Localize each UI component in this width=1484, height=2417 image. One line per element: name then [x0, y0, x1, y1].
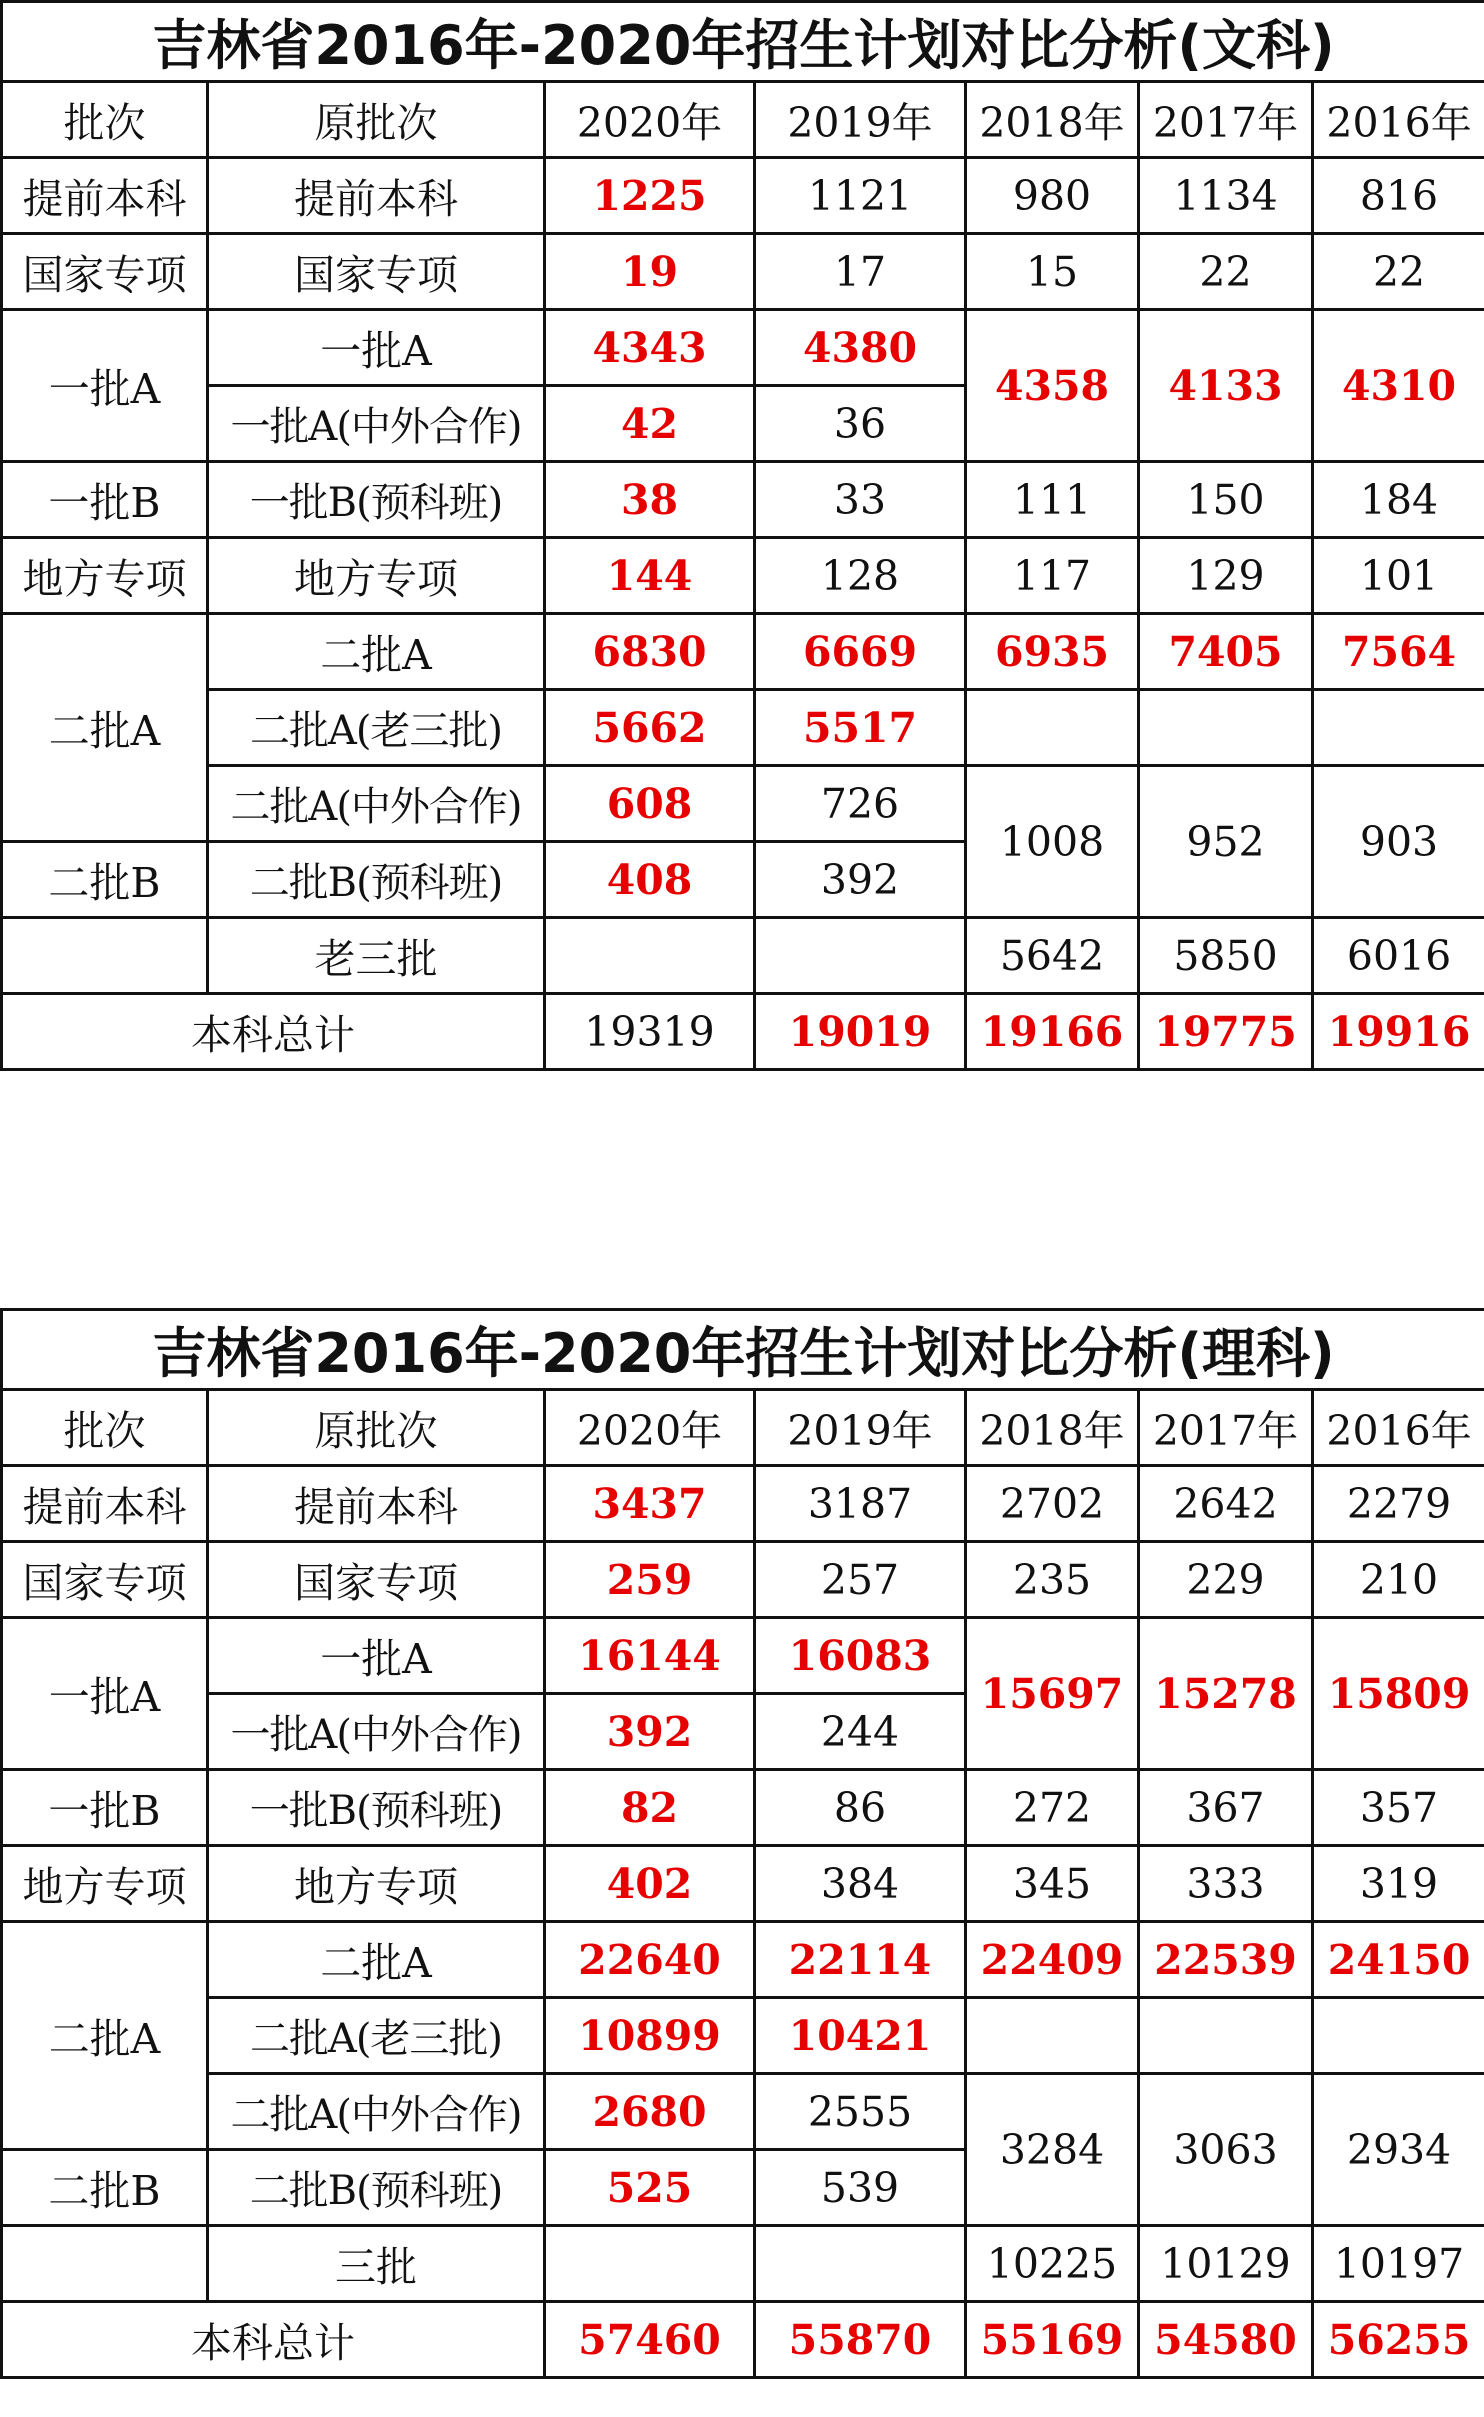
value-cell: 19 — [545, 234, 755, 310]
value-cell: 357 — [1313, 1770, 1484, 1846]
value-cell: 235 — [966, 1542, 1139, 1618]
value-cell: 384 — [755, 1846, 966, 1922]
value-cell: 22114 — [755, 1922, 966, 1998]
header-row — [2, 1390, 1484, 1466]
batch-cell: 一批A — [2, 310, 208, 462]
value-cell: 15278 — [1139, 1618, 1313, 1770]
value-cell: 408 — [545, 842, 755, 918]
value-cell: 1134 — [1139, 158, 1313, 234]
empty-cell — [1139, 690, 1313, 766]
table-row — [2, 690, 1484, 766]
value-cell: 128 — [755, 538, 966, 614]
value-cell: 38 — [545, 462, 755, 538]
orig-batch-cell: 地方专项 — [208, 538, 545, 614]
value-cell: 10197 — [1313, 2226, 1484, 2302]
value-cell: 117 — [966, 538, 1139, 614]
value-cell: 56255 — [1313, 2302, 1484, 2378]
value-cell: 903 — [1313, 766, 1484, 918]
value-cell: 4380 — [755, 310, 966, 386]
value-cell: 15697 — [966, 1618, 1139, 1770]
value-cell: 7564 — [1313, 614, 1484, 690]
batch-cell: 二批B — [2, 842, 208, 918]
value-cell: 57460 — [545, 2302, 755, 2378]
value-cell: 952 — [1139, 766, 1313, 918]
value-cell: 10899 — [545, 1998, 755, 2074]
value-cell: 6935 — [966, 614, 1139, 690]
value-cell: 525 — [545, 2150, 755, 2226]
value-cell: 6016 — [1313, 918, 1484, 994]
value-cell: 272 — [966, 1770, 1139, 1846]
value-cell: 54580 — [1139, 2302, 1313, 2378]
table-row — [2, 1998, 1484, 2074]
table-row — [2, 1770, 1484, 1846]
value-cell: 17 — [755, 234, 966, 310]
header-row — [2, 82, 1484, 158]
header-cell: 原批次 — [208, 1390, 545, 1466]
value-cell: 22 — [1313, 234, 1484, 310]
empty-cell — [2, 918, 208, 994]
value-cell: 726 — [755, 766, 966, 842]
table-row — [2, 310, 1484, 386]
orig-batch-cell: 提前本科 — [208, 158, 545, 234]
value-cell: 392 — [755, 842, 966, 918]
value-cell: 257 — [755, 1542, 966, 1618]
orig-batch-cell: 二批B(预科班) — [208, 842, 545, 918]
table-row — [2, 2074, 1484, 2150]
value-cell: 36 — [755, 386, 966, 462]
table-row — [2, 1542, 1484, 1618]
table-row — [2, 2226, 1484, 2302]
orig-batch-cell: 地方专项 — [208, 1846, 545, 1922]
orig-batch-cell: 二批A — [208, 614, 545, 690]
orig-batch-cell: 国家专项 — [208, 1542, 545, 1618]
batch-cell: 国家专项 — [2, 234, 208, 310]
value-cell: 22539 — [1139, 1922, 1313, 1998]
value-cell: 2642 — [1139, 1466, 1313, 1542]
value-cell: 19916 — [1313, 994, 1484, 1070]
value-cell: 22409 — [966, 1922, 1139, 1998]
value-cell: 6669 — [755, 614, 966, 690]
header-cell: 2020年 — [545, 82, 755, 158]
value-cell: 3437 — [545, 1466, 755, 1542]
total-label: 本科总计 — [2, 2302, 545, 2378]
value-cell: 15809 — [1313, 1618, 1484, 1770]
empty-cell — [1313, 1998, 1484, 2074]
header-cell: 2016年 — [1313, 1390, 1484, 1466]
table-row — [2, 1466, 1484, 1542]
value-cell: 144 — [545, 538, 755, 614]
value-cell: 5662 — [545, 690, 755, 766]
value-cell: 259 — [545, 1542, 755, 1618]
value-cell: 19319 — [545, 994, 755, 1070]
table-row — [2, 234, 1484, 310]
header-cell: 2016年 — [1313, 82, 1484, 158]
value-cell: 42 — [545, 386, 755, 462]
batch-cell: 地方专项 — [2, 538, 208, 614]
batch-cell: 二批A — [2, 1922, 208, 2150]
table-title-row — [2, 2, 1484, 82]
header-cell: 批次 — [2, 82, 208, 158]
value-cell: 10129 — [1139, 2226, 1313, 2302]
empty-cell — [1139, 1998, 1313, 2074]
orig-batch-cell: 老三批 — [208, 918, 545, 994]
empty-cell — [545, 2226, 755, 2302]
empty-cell — [1313, 690, 1484, 766]
value-cell: 2680 — [545, 2074, 755, 2150]
total-label: 本科总计 — [2, 994, 545, 1070]
value-cell: 1121 — [755, 158, 966, 234]
value-cell: 4133 — [1139, 310, 1313, 462]
value-cell: 5642 — [966, 918, 1139, 994]
admission-table-liberal-arts — [0, 0, 1484, 1071]
value-cell: 19166 — [966, 994, 1139, 1070]
value-cell: 150 — [1139, 462, 1313, 538]
orig-batch-cell: 二批A — [208, 1922, 545, 1998]
header-cell: 2019年 — [755, 1390, 966, 1466]
empty-cell — [755, 918, 966, 994]
value-cell: 392 — [545, 1694, 755, 1770]
table-row — [2, 538, 1484, 614]
value-cell: 111 — [966, 462, 1139, 538]
value-cell: 16083 — [755, 1618, 966, 1694]
value-cell: 86 — [755, 1770, 966, 1846]
batch-cell: 地方专项 — [2, 1846, 208, 1922]
header-cell: 批次 — [2, 1390, 208, 1466]
value-cell: 22640 — [545, 1922, 755, 1998]
orig-batch-cell: 二批A(中外合作) — [208, 766, 545, 842]
value-cell: 10421 — [755, 1998, 966, 2074]
header-cell: 2017年 — [1139, 82, 1313, 158]
value-cell: 4343 — [545, 310, 755, 386]
value-cell: 2934 — [1313, 2074, 1484, 2226]
batch-cell: 提前本科 — [2, 158, 208, 234]
orig-batch-cell: 一批B(预科班) — [208, 462, 545, 538]
orig-batch-cell: 国家专项 — [208, 234, 545, 310]
total-row — [2, 994, 1484, 1070]
table-row — [2, 158, 1484, 234]
admission-table-science — [0, 1308, 1484, 2379]
table-row — [2, 918, 1484, 994]
orig-batch-cell: 三批 — [208, 2226, 545, 2302]
value-cell: 4358 — [966, 310, 1139, 462]
header-cell: 2018年 — [966, 1390, 1139, 1466]
header-cell: 2020年 — [545, 1390, 755, 1466]
value-cell: 539 — [755, 2150, 966, 2226]
orig-batch-cell: 提前本科 — [208, 1466, 545, 1542]
value-cell: 82 — [545, 1770, 755, 1846]
orig-batch-cell: 一批A — [208, 1618, 545, 1694]
value-cell: 101 — [1313, 538, 1484, 614]
orig-batch-cell: 一批B(预科班) — [208, 1770, 545, 1846]
table-row — [2, 614, 1484, 690]
value-cell: 6830 — [545, 614, 755, 690]
value-cell: 16144 — [545, 1618, 755, 1694]
table-row — [2, 1922, 1484, 1998]
table-row — [2, 1618, 1484, 1694]
empty-cell — [545, 918, 755, 994]
value-cell: 816 — [1313, 158, 1484, 234]
value-cell: 608 — [545, 766, 755, 842]
value-cell: 319 — [1313, 1846, 1484, 1922]
header-cell: 2019年 — [755, 82, 966, 158]
table-row — [2, 1846, 1484, 1922]
table-title-row — [2, 1310, 1484, 1390]
value-cell: 402 — [545, 1846, 755, 1922]
empty-cell — [2, 2226, 208, 2302]
empty-cell — [755, 2226, 966, 2302]
value-cell: 980 — [966, 158, 1139, 234]
table-title: 吉林省2016年-2020年招生计划对比分析(文科) — [2, 2, 1484, 82]
header-cell: 2018年 — [966, 82, 1139, 158]
value-cell: 22 — [1139, 234, 1313, 310]
value-cell: 3063 — [1139, 2074, 1313, 2226]
total-row — [2, 2302, 1484, 2378]
value-cell: 55870 — [755, 2302, 966, 2378]
value-cell: 7405 — [1139, 614, 1313, 690]
value-cell: 333 — [1139, 1846, 1313, 1922]
value-cell: 2279 — [1313, 1466, 1484, 1542]
orig-batch-cell: 二批A(老三批) — [208, 1998, 545, 2074]
value-cell: 345 — [966, 1846, 1139, 1922]
orig-batch-cell: 二批A(中外合作) — [208, 2074, 545, 2150]
value-cell: 1008 — [966, 766, 1139, 918]
value-cell: 3284 — [966, 2074, 1139, 2226]
table-row — [2, 766, 1484, 842]
value-cell: 2702 — [966, 1466, 1139, 1542]
value-cell: 244 — [755, 1694, 966, 1770]
value-cell: 3187 — [755, 1466, 966, 1542]
value-cell: 5850 — [1139, 918, 1313, 994]
value-cell: 19775 — [1139, 994, 1313, 1070]
batch-cell: 提前本科 — [2, 1466, 208, 1542]
value-cell: 210 — [1313, 1542, 1484, 1618]
table-row — [2, 462, 1484, 538]
value-cell: 367 — [1139, 1770, 1313, 1846]
empty-cell — [966, 690, 1139, 766]
orig-batch-cell: 一批A — [208, 310, 545, 386]
value-cell: 33 — [755, 462, 966, 538]
header-cell: 原批次 — [208, 82, 545, 158]
batch-cell: 二批B — [2, 2150, 208, 2226]
value-cell: 10225 — [966, 2226, 1139, 2302]
value-cell: 229 — [1139, 1542, 1313, 1618]
batch-cell: 一批B — [2, 1770, 208, 1846]
orig-batch-cell: 二批A(老三批) — [208, 690, 545, 766]
orig-batch-cell: 一批A(中外合作) — [208, 1694, 545, 1770]
batch-cell: 二批A — [2, 614, 208, 842]
value-cell: 55169 — [966, 2302, 1139, 2378]
value-cell: 24150 — [1313, 1922, 1484, 1998]
value-cell: 1225 — [545, 158, 755, 234]
value-cell: 19019 — [755, 994, 966, 1070]
header-cell: 2017年 — [1139, 1390, 1313, 1466]
value-cell: 2555 — [755, 2074, 966, 2150]
orig-batch-cell: 一批A(中外合作) — [208, 386, 545, 462]
value-cell: 15 — [966, 234, 1139, 310]
value-cell: 5517 — [755, 690, 966, 766]
orig-batch-cell: 二批B(预科班) — [208, 2150, 545, 2226]
batch-cell: 一批A — [2, 1618, 208, 1770]
value-cell: 184 — [1313, 462, 1484, 538]
batch-cell: 一批B — [2, 462, 208, 538]
value-cell: 4310 — [1313, 310, 1484, 462]
empty-cell — [966, 1998, 1139, 2074]
batch-cell: 国家专项 — [2, 1542, 208, 1618]
table-title: 吉林省2016年-2020年招生计划对比分析(理科) — [2, 1310, 1484, 1390]
value-cell: 129 — [1139, 538, 1313, 614]
